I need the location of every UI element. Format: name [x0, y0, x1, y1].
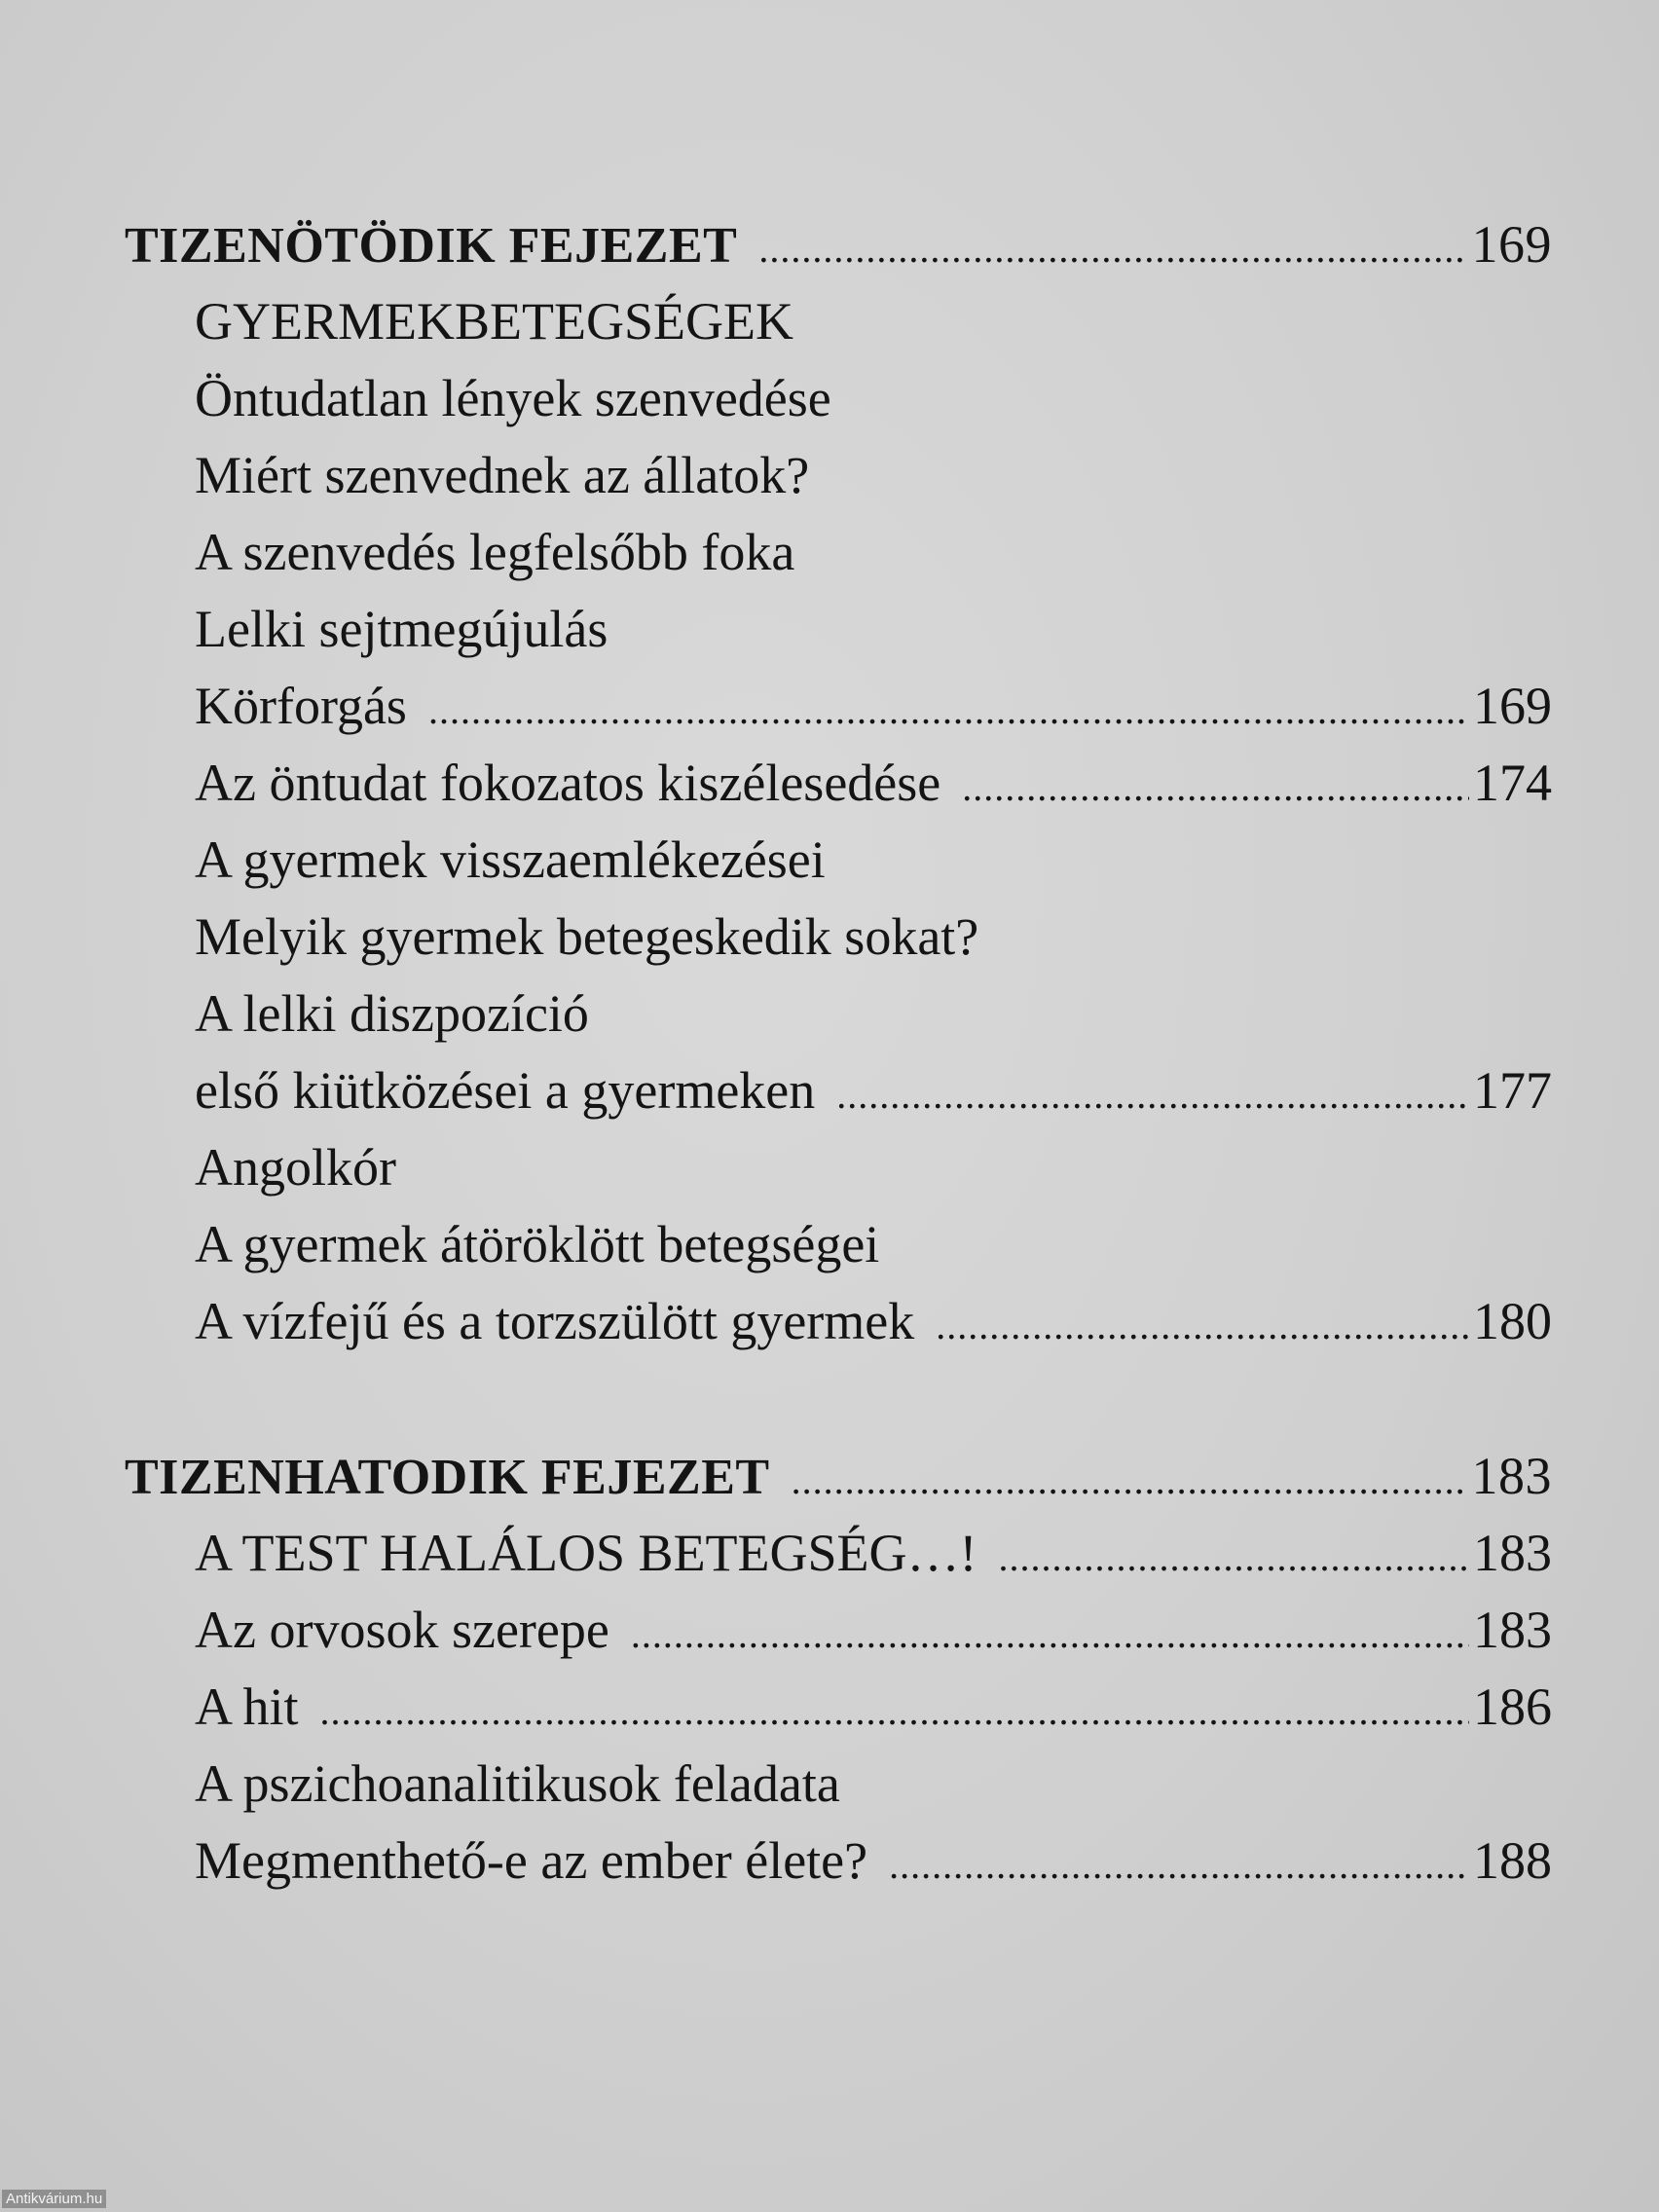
entry-title: A szenvedés legfelsőbb foka [195, 523, 795, 581]
page-number: 169 [1473, 677, 1552, 735]
entry-title: Angolkór [195, 1138, 396, 1197]
chapter-title: TIZENHATODIK FEJEZET [125, 1450, 770, 1505]
toc-entry [125, 1206, 1552, 1283]
entry-title: Miért szenvednek az állatok? [195, 446, 810, 504]
toc-entry [125, 1669, 1552, 1746]
dot-leader [999, 1519, 1469, 1596]
entry-title: Az orvosok szerepe [195, 1601, 609, 1659]
table-of-contents [125, 206, 1552, 1899]
page-number: 186 [1473, 1677, 1552, 1736]
dot-leader [320, 1673, 1469, 1750]
toc-entry [125, 1592, 1552, 1669]
page-number: 180 [1473, 1292, 1552, 1350]
dot-leader [962, 749, 1469, 826]
entry-title: Körforgás [195, 677, 407, 735]
page-number: 183 [1473, 1524, 1552, 1582]
dot-leader [936, 1287, 1469, 1364]
dot-leader [836, 1056, 1469, 1133]
entry-title: Melyik gyermek betegeskedik sokat? [195, 907, 979, 966]
toc-entry [125, 360, 1552, 437]
dot-leader [428, 672, 1469, 749]
page-number: 174 [1473, 754, 1552, 812]
page-number: 183 [1471, 1447, 1552, 1505]
dot-leader [631, 1596, 1469, 1673]
dot-leader [792, 1442, 1468, 1519]
toc-entry [125, 1746, 1552, 1823]
entry-title: Az öntudat fokozatos kiszélesedése [195, 754, 941, 812]
toc-entry [125, 1052, 1552, 1129]
entry-title: A vízfejű és a torzszülött gyermek [195, 1292, 915, 1350]
toc-chapter-heading [125, 1438, 1552, 1515]
toc-entry [125, 745, 1552, 822]
entry-title: A gyermek átöröklött betegségei [195, 1215, 880, 1273]
entry-title: A gyermek visszaemlékezései [195, 830, 826, 889]
entry-title: GYERMEKBETEGSÉGEK [195, 292, 793, 350]
page-number: 183 [1473, 1601, 1552, 1659]
toc-entry [125, 1129, 1552, 1206]
toc-entry [125, 668, 1552, 745]
watermark: Antikvárium.hu [2, 2190, 106, 2208]
entry-title: első kiütközései a gyermeken [195, 1061, 816, 1120]
page-number: 169 [1471, 215, 1552, 274]
toc-entry [125, 591, 1552, 668]
entry-title: A hit [195, 1677, 299, 1736]
dot-leader [889, 1826, 1469, 1903]
toc-entry [125, 514, 1552, 591]
entry-title: A lelki diszpozíció [195, 984, 589, 1043]
toc-entry [125, 437, 1552, 514]
page-number: 188 [1473, 1831, 1552, 1890]
entry-title: Megmenthető-e az ember élete? [195, 1831, 868, 1890]
toc-entry [125, 899, 1552, 976]
toc-entry [125, 976, 1552, 1052]
toc-entry [125, 1515, 1552, 1592]
chapter-title: TIZENÖTÖDIK FEJEZET [125, 218, 738, 274]
toc-entry [125, 822, 1552, 899]
page-number: 177 [1473, 1061, 1552, 1120]
section-spacer [125, 1360, 1552, 1438]
toc-entry [125, 1283, 1552, 1360]
toc-entry [125, 1823, 1552, 1899]
entry-title: Öntudatlan lények szenvedése [195, 369, 831, 427]
entry-title: A pszichoanalitikusok feladata [195, 1754, 840, 1813]
entry-title: Lelki sejtmegújulás [195, 600, 608, 658]
toc-entry [125, 283, 1552, 360]
dot-leader [758, 210, 1467, 287]
entry-title: A TEST HALÁLOS BETEGSÉG…! [195, 1524, 977, 1582]
toc-chapter-heading [125, 206, 1552, 283]
